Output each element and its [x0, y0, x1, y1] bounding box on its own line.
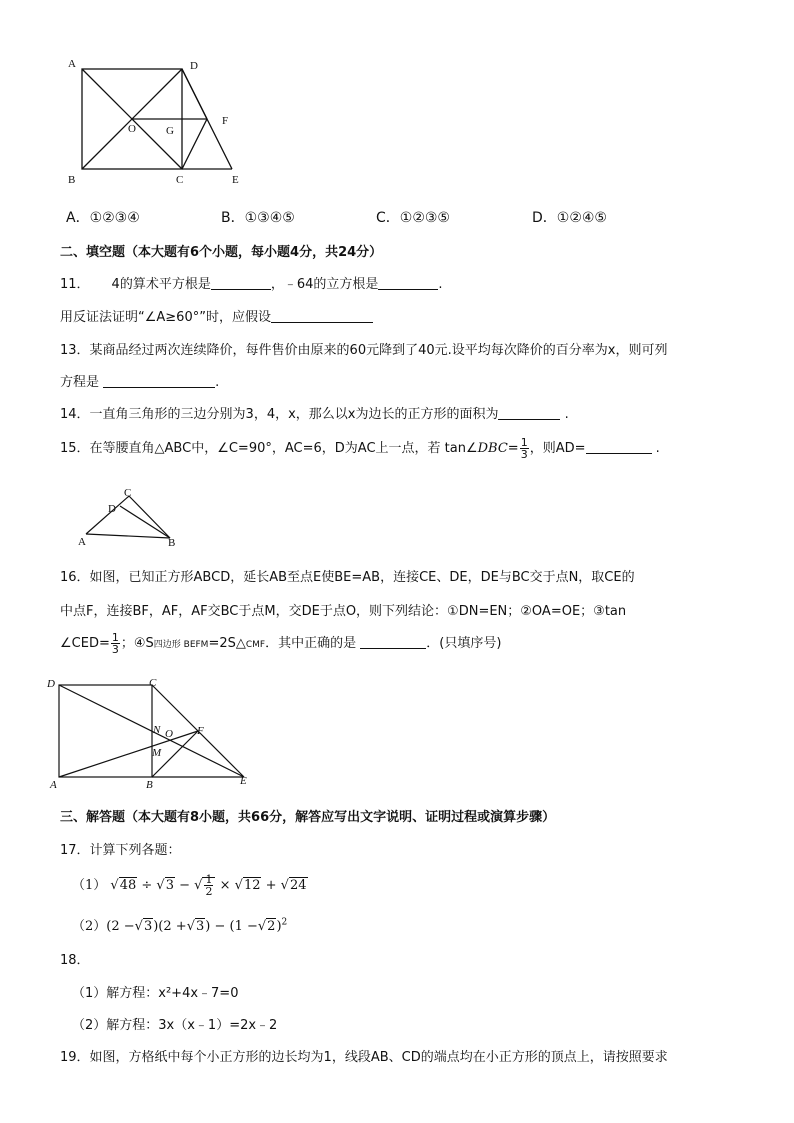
label-C: C	[124, 487, 132, 499]
label-N: N	[153, 724, 161, 736]
label-A: A	[50, 779, 57, 791]
figure-rectangle-abcd	[62, 52, 252, 192]
option-a: A．①②③④	[66, 210, 140, 226]
label-D: D	[47, 678, 55, 690]
question-18-part1: （1）解方程：x²+4x﹣7=0	[72, 986, 239, 1001]
option-d: D．①②④⑤	[532, 210, 607, 226]
label-M: M	[152, 747, 162, 759]
question-13-line2: 方程是 .	[60, 375, 220, 390]
figure-triangle-abc	[74, 484, 184, 549]
label-G: G	[166, 125, 174, 137]
answer-blank[interactable]	[378, 275, 438, 290]
question-17-title: 17．计算下列各题：	[60, 843, 181, 858]
question-12: 用反证法证明“∠A≥60°”时，应假设	[60, 306, 373, 325]
question-11: 11． 4的算术平方根是 ，﹣64的立方根是 .	[60, 277, 443, 292]
label-C: C	[149, 677, 157, 689]
label-B: B	[68, 174, 76, 186]
option-b: B．①③④⑤	[221, 210, 295, 226]
label-E: E	[232, 174, 239, 186]
question-18-title: 18．	[60, 953, 90, 968]
option-c: C．①②③⑤	[376, 210, 450, 226]
question-15: 15．在等腰直角△ABC中，∠C=90°，AC=6，D为AC上一点，若 tan∠DBC= $\frac{1}{3}$ ，则AD= .	[60, 436, 660, 461]
question-16-line2: 中点F，连接BF，AF，AF交BC于点M，交DE于点O，则下列结论：①DN=EN；②OA=OE；③tan	[60, 604, 627, 619]
answer-blank[interactable]	[360, 634, 426, 649]
label-D: D	[190, 60, 198, 72]
question-14: 14．一直角三角形的三边分别为3，4，x，那么以x为边长的正方形的面积为 .	[60, 407, 569, 422]
answer-blank[interactable]	[211, 275, 271, 290]
question-16-line1: 16．如图，已知正方形ABCD，延长AB至点E使BE=AB，连接CE、DE，DE与BC交于点N，取CE的	[60, 570, 635, 585]
answer-blank[interactable]	[498, 405, 560, 420]
section-2-title: 二、填空题（本大题有6个小题，每小题4分，共24分）	[60, 245, 383, 260]
label-F: F	[197, 725, 204, 737]
question-16-line3: ∠CED= $\frac{1}{3}$ ；④S四边形 BEFM=2S△CMF．其中正确的是 ．(只填序号)	[60, 631, 502, 656]
label-B: B	[146, 779, 153, 791]
question-18-part2: （2）解方程：3x（x﹣1）=2x﹣2	[72, 1018, 278, 1033]
answer-blank[interactable]	[271, 308, 373, 323]
figure-square-abcd-extension	[44, 674, 254, 792]
question-17-part2: $(2)(2 -√3)(2 +√3) - (1 -√2)^2$	[72, 917, 288, 934]
label-A: A	[68, 58, 76, 70]
label-O: O	[165, 728, 173, 740]
question-13-line1: 13．某商品经过两次连续降价，每件售价由原来的60元降到了40元.设平均每次降价的百分率为x，则可列	[60, 343, 668, 358]
label-O: O	[128, 123, 136, 135]
label-A: A	[78, 536, 86, 548]
label-C: C	[176, 174, 184, 186]
section-3-title: 三、解答题（本大题有8小题，共66分，解答应写出文字说明、证明过程或演算步骤）	[60, 810, 556, 825]
label-B: B	[168, 537, 176, 549]
answer-blank[interactable]	[103, 373, 215, 388]
label-E: E	[240, 775, 247, 787]
label-D: D	[108, 503, 116, 515]
question-17-part1: （1） √48 ÷ √3 − √ $\frac{1}{2}$ × √12 + √24	[72, 873, 307, 898]
label-F: F	[222, 115, 229, 127]
question-19: 19．如图，方格纸中每个小正方形的边长均为1，线段AB、CD的端点均在小正方形的顶点上，请按照要求	[60, 1050, 668, 1065]
answer-blank[interactable]	[586, 439, 652, 454]
